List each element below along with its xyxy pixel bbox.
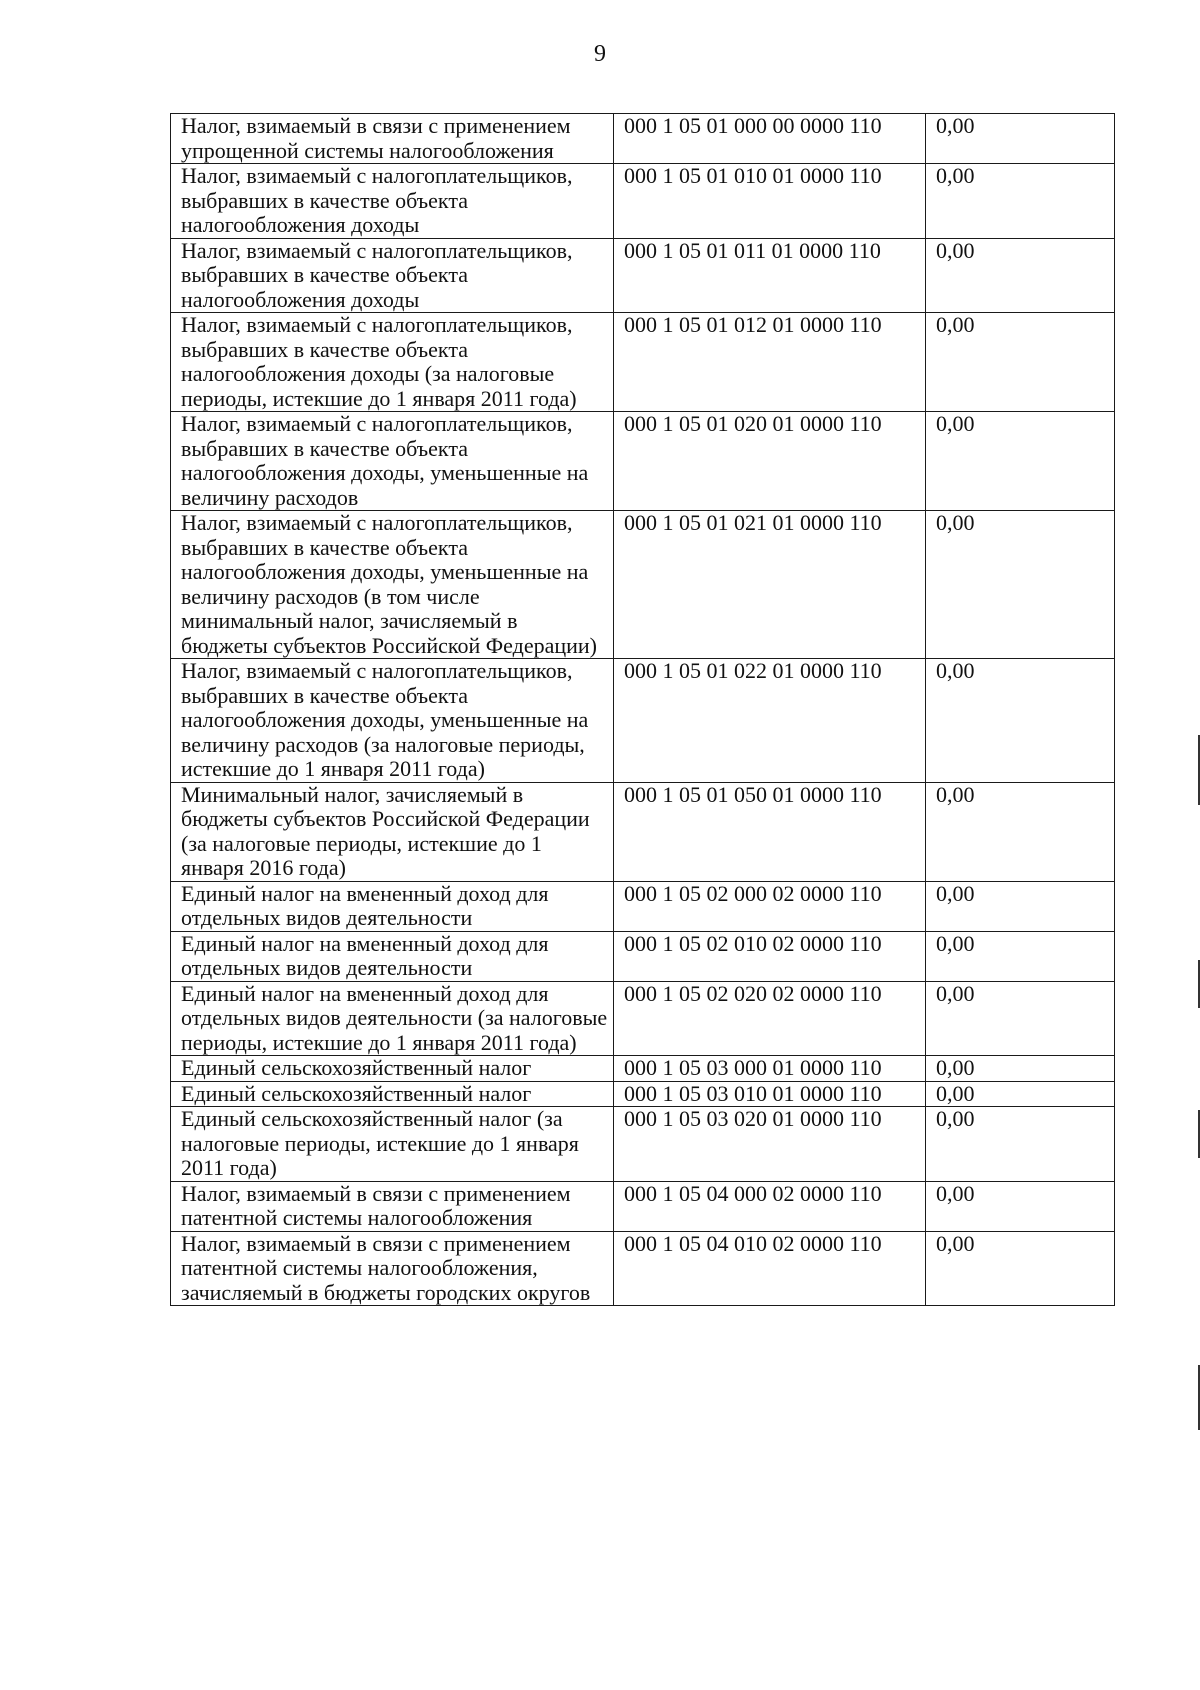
amount: 0,00	[926, 782, 1115, 881]
amount: 0,00	[926, 1107, 1115, 1182]
amount: 0,00	[926, 981, 1115, 1056]
amount: 0,00	[926, 511, 1115, 659]
budget-code: 000 1 05 02 010 02 0000 110	[614, 931, 926, 981]
revenue-name: Налог, взимаемый с налогоплательщиков, выбравших в качестве объекта налогообложения доходы (за налоговые периоды, истекшие до 1 января 2011 года)	[171, 313, 614, 412]
budget-code: 000 1 05 01 021 01 0000 110	[614, 511, 926, 659]
budget-code: 000 1 05 01 050 01 0000 110	[614, 782, 926, 881]
revenue-name: Налог, взимаемый в связи с применением патентной системы налогообложения, зачисляемый в бюджеты городских округов	[171, 1231, 614, 1306]
amount: 0,00	[926, 1181, 1115, 1231]
revenue-name: Единый налог на вмененный доход для отдельных видов деятельности	[171, 931, 614, 981]
amount: 0,00	[926, 164, 1115, 239]
table-row	[171, 238, 1115, 313]
table-row	[171, 981, 1115, 1056]
table-row	[171, 412, 1115, 511]
amount: 0,00	[926, 931, 1115, 981]
revenue-name: Налог, взимаемый с налогоплательщиков, выбравших в качестве объекта налогообложения доходы	[171, 164, 614, 239]
amount: 0,00	[926, 881, 1115, 931]
budget-code: 000 1 05 01 012 01 0000 110	[614, 313, 926, 412]
table-row	[171, 1107, 1115, 1182]
revenue-name: Единый сельскохозяйственный налог	[171, 1081, 614, 1107]
amount: 0,00	[926, 412, 1115, 511]
amount: 0,00	[926, 1231, 1115, 1306]
budget-code: 000 1 05 02 020 02 0000 110	[614, 981, 926, 1056]
table-row	[171, 164, 1115, 239]
amount: 0,00	[926, 1081, 1115, 1107]
budget-code: 000 1 05 03 010 01 0000 110	[614, 1081, 926, 1107]
revenue-table	[170, 113, 1115, 1306]
revenue-name: Единый сельскохозяйственный налог	[171, 1056, 614, 1082]
revenue-name: Единый налог на вмененный доход для отдельных видов деятельности (за налоговые периоды, истекшие до 1 января 2011 года)	[171, 981, 614, 1056]
budget-code: 000 1 05 01 020 01 0000 110	[614, 412, 926, 511]
amount: 0,00	[926, 1056, 1115, 1082]
table-row	[171, 782, 1115, 881]
revenue-name: Минимальный налог, зачисляемый в бюджеты субъектов Российской Федерации (за налоговые периоды, истекшие до 1 января 2016 года)	[171, 782, 614, 881]
amount: 0,00	[926, 114, 1115, 164]
table-row	[171, 511, 1115, 659]
table-row	[171, 1081, 1115, 1107]
budget-code: 000 1 05 01 011 01 0000 110	[614, 238, 926, 313]
table-row	[171, 1181, 1115, 1231]
budget-code: 000 1 05 04 010 02 0000 110	[614, 1231, 926, 1306]
table-row	[171, 1231, 1115, 1306]
budget-code: 000 1 05 03 000 01 0000 110	[614, 1056, 926, 1082]
table-row	[171, 313, 1115, 412]
table-row	[171, 881, 1115, 931]
amount: 0,00	[926, 659, 1115, 783]
table-row	[171, 931, 1115, 981]
revenue-name: Налог, взимаемый с налогоплательщиков, выбравших в качестве объекта налогообложения доходы, уменьшенные на величину расходов (в том числе минимальный налог, зачисляемый в бюджеты субъектов Российской Федерации)	[171, 511, 614, 659]
budget-code: 000 1 05 04 000 02 0000 110	[614, 1181, 926, 1231]
budget-code: 000 1 05 01 010 01 0000 110	[614, 164, 926, 239]
revenue-name: Налог, взимаемый с налогоплательщиков, выбравших в качестве объекта налогообложения доходы	[171, 238, 614, 313]
revenue-name: Единый сельскохозяйственный налог (за налоговые периоды, истекшие до 1 января 2011 года)	[171, 1107, 614, 1182]
amount: 0,00	[926, 313, 1115, 412]
revenue-name: Налог, взимаемый с налогоплательщиков, выбравших в качестве объекта налогообложения доходы, уменьшенные на величину расходов (за налоговые периоды, истекшие до 1 января 2011 года)	[171, 659, 614, 783]
table-row	[171, 659, 1115, 783]
amount: 0,00	[926, 238, 1115, 313]
page-number: 9	[594, 41, 606, 67]
revenue-name: Налог, взимаемый в связи с применением упрощенной системы налогообложения	[171, 114, 614, 164]
revenue-name: Налог, взимаемый с налогоплательщиков, выбравших в качестве объекта налогообложения доходы, уменьшенные на величину расходов	[171, 412, 614, 511]
budget-code: 000 1 05 03 020 01 0000 110	[614, 1107, 926, 1182]
budget-code: 000 1 05 01 022 01 0000 110	[614, 659, 926, 783]
table-row	[171, 1056, 1115, 1082]
revenue-name: Налог, взимаемый в связи с применением патентной системы налогообложения	[171, 1181, 614, 1231]
budget-code: 000 1 05 01 000 00 0000 110	[614, 114, 926, 164]
table-row	[171, 114, 1115, 164]
revenue-name: Единый налог на вмененный доход для отдельных видов деятельности	[171, 881, 614, 931]
budget-code: 000 1 05 02 000 02 0000 110	[614, 881, 926, 931]
